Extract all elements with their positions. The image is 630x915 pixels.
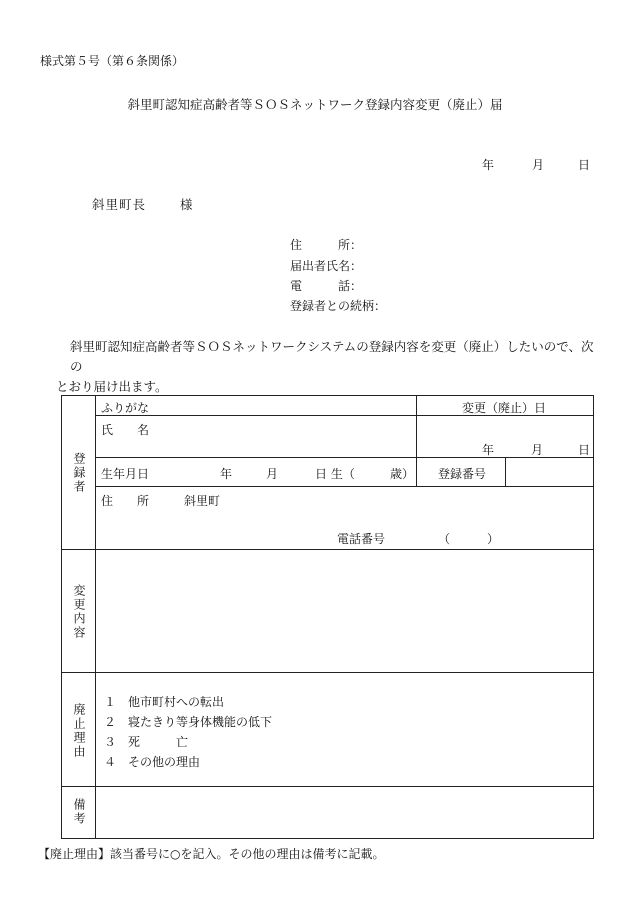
footer-note: 【廃止理由】該当番号に○を記入。その他の理由は備考に記載。: [38, 847, 385, 861]
applicant-address-label: 住 所：: [290, 238, 363, 252]
birth-age-label: 歳）: [390, 467, 415, 481]
reason-item: ２ 寝たきり等身体機能の低下: [104, 715, 273, 729]
phone-paren-open: （: [438, 532, 451, 546]
remarks-header: 備考: [72, 798, 86, 826]
document-title: 斜里町認知症高齢者等ＳＯＳネットワーク登録内容変更（廃止）届: [127, 97, 503, 112]
phone-number-label: 電話番号: [337, 532, 386, 546]
change-date-label: 変更（廃止）日: [462, 401, 547, 415]
intro-line-1: 斜里町認知症高齢者等ＳＯＳネットワークシステムの登録内容を変更（廃止）したいので、次の: [70, 339, 594, 374]
registrant-header: 登録者: [72, 452, 86, 494]
change-day-label: 日: [578, 443, 591, 457]
registration-number-label: 登録番号: [438, 467, 487, 481]
date-month-label: 月: [532, 158, 545, 172]
reason-item: ４ その他の理由: [104, 755, 201, 769]
reason-item: ３ 死 亡: [104, 735, 189, 749]
phone-paren-close: ）: [487, 532, 500, 546]
change-contents-header: 変更内容: [72, 584, 86, 640]
date-year-label: 年: [482, 158, 495, 172]
intro-paragraph: [56, 337, 595, 397]
applicant-phone-label: 電 話：: [290, 279, 363, 293]
abolish-reason-header: 廃止理由: [72, 703, 86, 759]
addressee-name: 斜里町長: [92, 197, 147, 212]
reason-item: １ 他市町村への転出: [104, 695, 225, 709]
furigana-label: ふりがな: [101, 401, 150, 415]
registrant-address-value: 斜里町: [184, 494, 221, 508]
applicant-name-label: 届出者氏名：: [290, 259, 363, 273]
date-day-label: 日: [578, 158, 591, 172]
change-year-label: 年: [482, 443, 495, 457]
birth-year-label: 年: [220, 467, 233, 481]
birth-day-label: 日 生（: [315, 467, 355, 481]
registrant-name-label: 氏 名: [101, 423, 150, 437]
registrant-address-label: 住 所: [101, 494, 150, 508]
addressee-honorific: 様: [180, 197, 194, 212]
birth-month-label: 月: [266, 467, 279, 481]
intro-line-2: とおり届け出ます。: [56, 379, 168, 394]
applicant-relation-label: 登録者との続柄：: [290, 299, 387, 313]
birth-date-label: 生年月日: [101, 467, 150, 481]
change-month-label: 月: [531, 443, 544, 457]
form-number: 様式第５号（第６条関係）: [40, 54, 185, 68]
